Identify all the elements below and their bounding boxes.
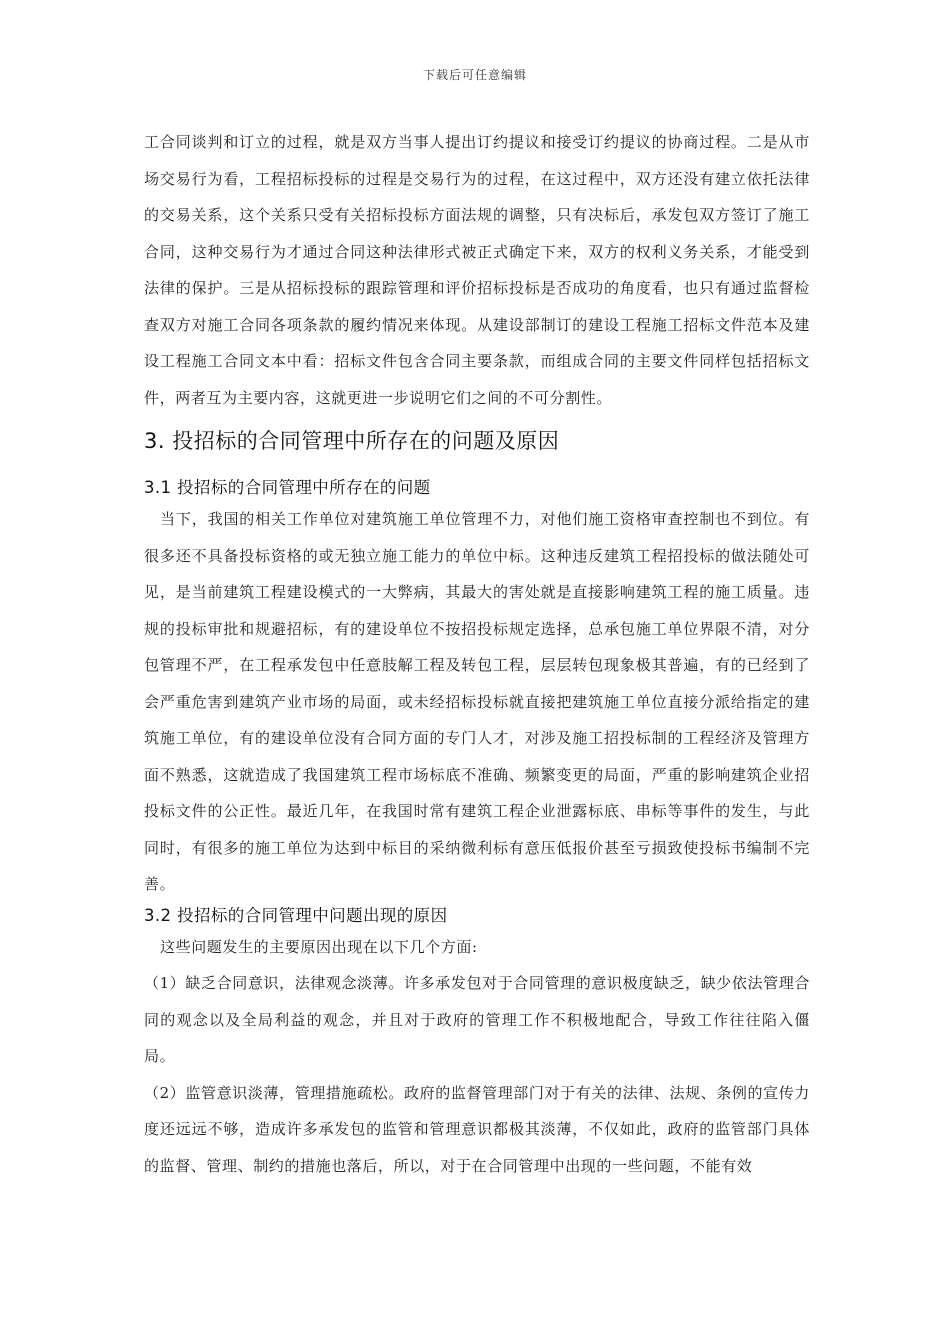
section-3-2-lead: 这些问题发生的主要原因出现在以下几个方面: (160, 937, 478, 956)
document-body (144, 124, 810, 1184)
section-3-2-item-1: （1）缺乏合同意识，法律观念淡薄。许多承发包对于合同管理的意识极度缺乏，缺少依法管理合同的观念以及全局利益的观念，并且对于政府的管理工作不积极地配合，导致工作往往陷入僵局。 (144, 974, 810, 1065)
intro-paragraph: 工合同谈判和订立的过程，就是双方当事人提出订约提议和接受订约提议的协商过程。二是从市场交易行为看，工程招标投标的过程是交易行为的过程，在这过程中，双方还没有建立依托法律的交易关系，这个关系只受有关招标投标方面法规的调整，只有决标后，承发包双方签订了施工合同，这种交易行为才通过合同这种法律形式被正式确定下来，双方的权利义务关系，才能受到法律的保护。三是从招标投标的跟踪管理和评价招标投标是否成功的角度看，也只有通过监督检查双方对施工合同各项条款的履约情况来体现。从建设部制订的建设工程施工招标文件范本及建设工程施工合同文本中看：招标文件包含合同主要条款，而组成合同的主要文件同样包括招标文件，两者互为主要内容，这就更进一步说明它们之间的不可分割性。 (144, 133, 810, 407)
page-header: 下载后可任意编辑 (422, 68, 527, 82)
section-3-2-heading: 3.2 投招标的合同管理中问题出现的原因 (144, 905, 448, 925)
section-3-1-heading: 3.1 投招标的合同管理中所存在的问题 (144, 478, 431, 497)
section-3-heading: 3. 投招标的合同管理中所存在的问题及原因 (144, 429, 560, 453)
section-3-2-item-2: （2）监管意识淡薄，管理措施疏松。政府的监督管理部门对于有关的法律、法规、条例的宣传力度还远远不够，造成许多承发包的监管和管理意识都极其淡薄，不仅如此，政府的监管部门具体的监督、管理、制约的措施也落后，所以，对于在合同管理中出现的一些问题，不能有效 (144, 1083, 810, 1175)
section-3-1-paragraph: 当下，我国的相关工作单位对建筑施工单位管理不力，对他们施工资格审查控制也不到位。有很多还不具备投标资格的或无独立施工能力的单位中标。这种违反建筑工程招投标的做法随处可见，是当前建筑工程建设模式的一大弊病，其最大的害处就是直接影响建筑工程的施工质量。违规的投标审批和规避招标，有的建设单位不按招投标规定选择，总承包施工单位界限不清，对分包管理不严，在工程承发包中任意肢解工程及转包工程，层层转包现象极其普遍，有的已经到了会严重危害到建筑产业市场的局面，或未经招标投标就直接把建筑施工单位直接分派给指定的建筑施工单位，有的建设单位没有合同方面的专门人才，对涉及施工招投标制的工程经济及管理方面不熟悉，这就造成了我国建筑工程市场标底不准确、频繁变更的局面，严重的影响建筑企业招投标文件的公正性。最近几年，在我国时常有建筑工程企业泄露标底、串标等事件的发生，与此同时，有很多的施工单位为达到中标目的采纳微利标有意压低报价甚至亏损致使投标书编制不完善。 (144, 510, 810, 893)
